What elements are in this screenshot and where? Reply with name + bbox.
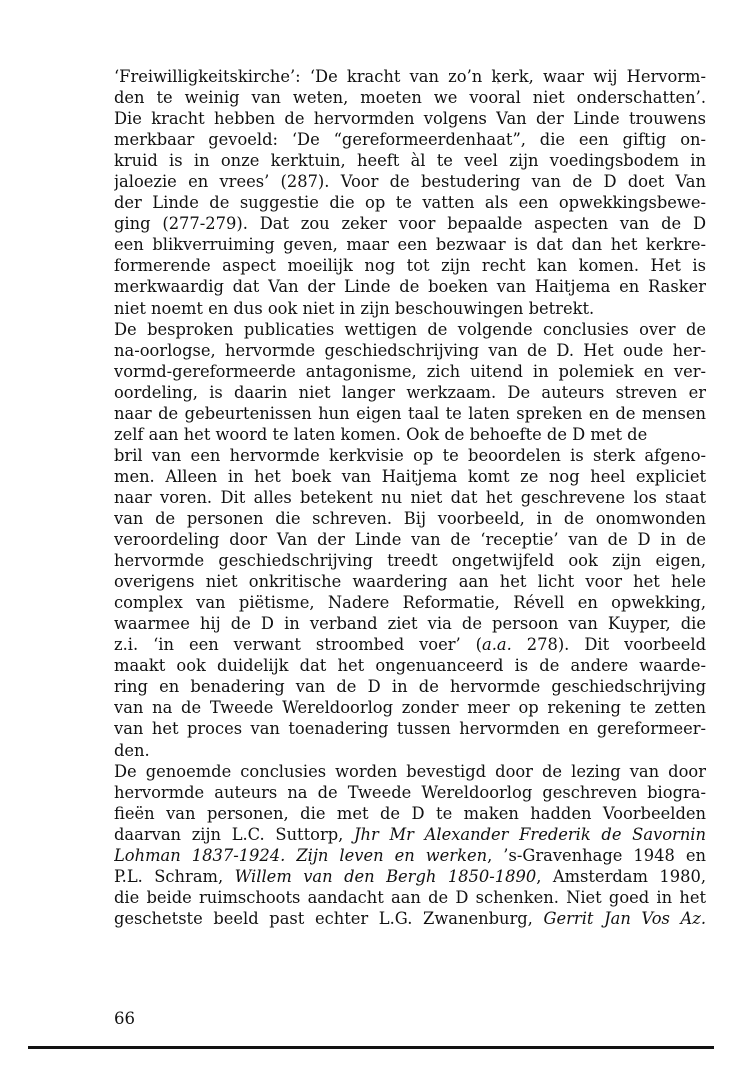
text-line xyxy=(114,613,706,634)
text-segment: ring en benadering van de D in de hervormde geschiedschrijving xyxy=(114,677,706,697)
text-line xyxy=(114,697,706,718)
text-segment: hervormde auteurs na de Tweede Wereldoorlog geschreven biogra- xyxy=(114,782,706,802)
text-segment: P.L. Schram, xyxy=(114,866,235,886)
text-line xyxy=(114,508,706,529)
text-segment: Die kracht hebben de hervormden volgens Van der Linde trouwens xyxy=(114,109,706,129)
text-segment: overigens niet onkritische waardering aan het licht voor het hele xyxy=(114,572,706,592)
body-text xyxy=(114,66,706,929)
text-segment: naar de gebeurtenissen hun eigen taal te laten spreken en de mensen xyxy=(114,403,706,423)
text-segment: kruid is in onze kerktuin, heeft àl te veel zijn voedingsbodem in xyxy=(114,151,706,171)
text-line xyxy=(114,319,706,340)
text-line xyxy=(114,887,706,908)
text-line xyxy=(114,424,706,445)
text-segment: waarmee hij de D in verband ziet via de persoon van Kuyper, die xyxy=(114,614,706,634)
text-line xyxy=(114,571,706,592)
italic-segment: Lohman 1837-1924. Zijn leven en werken xyxy=(114,845,488,865)
text-line xyxy=(114,129,706,150)
text-segment: , Amsterdam 1980, xyxy=(536,866,706,886)
text-segment: jaloezie en vrees’ (287). Voor de bestudering van de D doet Van xyxy=(114,172,706,192)
text-line xyxy=(114,550,706,571)
text-segment: ging (277-279). Dat zou zeker voor bepaalde aspecten van de D xyxy=(114,214,706,234)
text-line xyxy=(114,634,706,655)
text-segment: , ’s-Gravenhage 1948 en xyxy=(487,845,706,865)
text-line xyxy=(114,445,706,466)
italic-segment: Willem van den Bergh 1850-1890 xyxy=(234,866,537,886)
text-segment: De genoemde conclusies worden bevestigd door de lezing van door xyxy=(114,761,706,781)
text-segment: maakt ook duidelijk dat het ongenuanceerd is de andere waarde- xyxy=(114,656,706,676)
italic-segment: Gerrit Jan Vos Az. xyxy=(543,908,706,928)
text-segment: zelf aan het woord te laten komen. Ook de behoefte de D met de xyxy=(114,424,648,444)
text-line xyxy=(114,592,706,613)
text-line xyxy=(114,908,706,929)
text-segment: bril van een hervormde kerkvisie op te beoordelen is sterk afgeno- xyxy=(114,445,706,465)
text-line xyxy=(114,845,706,866)
text-line xyxy=(114,87,706,108)
text-segment: na-oorlogse, hervormde geschiedschrijving van de D. Het oude her- xyxy=(114,340,706,360)
text-segment: 278). Dit voorbeeld xyxy=(511,635,706,655)
text-segment: een blikverruiming geven, maar een bezwaar is dat dan het kerkre- xyxy=(114,235,706,255)
text-line xyxy=(114,382,706,403)
text-segment: der Linde de suggestie die op te vatten als een opwekkingsbewe- xyxy=(114,193,706,213)
text-segment: men. Alleen in het boek van Haitjema komt ze nog heel expliciet xyxy=(114,466,706,486)
text-segment: geschetste beeld past echter L.G. Zwanenburg, xyxy=(114,908,544,928)
text-segment: niet noemt en dus ook niet in zijn beschouwingen betrekt. xyxy=(114,298,595,318)
text-line xyxy=(114,171,706,192)
text-line xyxy=(114,192,706,213)
text-line xyxy=(114,234,706,255)
text-line xyxy=(114,298,706,319)
text-segment: De besproken publicaties wettigen de volgende conclusies over de xyxy=(114,319,706,339)
text-line xyxy=(114,340,706,361)
bottom-rule xyxy=(28,1046,714,1049)
text-line xyxy=(114,782,706,803)
text-segment: ‘Freiwilligkeitskirche’: ‘De kracht van zo’n kerk, waar wij Hervorm- xyxy=(114,67,706,86)
text-segment: complex van piëtisme, Nadere Reformatie, Révell en opwekking, xyxy=(114,593,706,613)
text-segment: veroordeling door Van der Linde van de ‘receptie’ van de D in de xyxy=(114,530,706,550)
text-segment: hervormde geschiedschrijving treedt ongetwijfeld ook zijn eigen, xyxy=(114,551,706,571)
text-line xyxy=(114,824,706,845)
text-line xyxy=(114,466,706,487)
text-segment: van de personen die schreven. Bij voorbeeld, in de onomwonden xyxy=(114,508,706,528)
text-line xyxy=(114,718,706,739)
text-line xyxy=(114,276,706,297)
text-segment: z.i. ‘in een verwant stroombed voer’ ( xyxy=(114,635,483,655)
text-line xyxy=(114,803,706,824)
text-line xyxy=(114,150,706,171)
text-line xyxy=(114,403,706,424)
italic-segment: a.a. xyxy=(482,635,512,655)
text-line xyxy=(114,655,706,676)
text-segment: merkwaardig dat Van der Linde de boeken van Haitjema en Rasker xyxy=(114,277,706,297)
text-line xyxy=(114,740,706,761)
text-segment: oordeling, is daarin niet langer werkzaam. De auteurs streven er xyxy=(114,382,706,402)
text-line xyxy=(114,108,706,129)
text-line xyxy=(114,487,706,508)
text-segment: van het proces van toenadering tussen hervormden en gereformeer- xyxy=(114,719,706,739)
italic-segment: Jhr Mr Alexander Frederik de Savornin xyxy=(354,824,706,844)
text-segment: die beide ruimschoots aandacht aan de D schenken. Niet goed in het xyxy=(114,887,706,907)
text-segment: fieën van personen, die met de D te maken hadden Voorbeelden xyxy=(114,803,706,823)
text-line xyxy=(114,255,706,276)
text-line xyxy=(114,866,706,887)
page-number: 66 xyxy=(114,1009,135,1028)
text-segment: van na de Tweede Wereldoorlog zonder meer op rekening te zetten xyxy=(114,698,706,718)
text-line xyxy=(114,761,706,782)
text-segment: naar voren. Dit alles betekent nu niet dat het geschrevene los staat xyxy=(114,487,706,507)
text-line xyxy=(114,529,706,550)
text-line xyxy=(114,676,706,697)
text-line xyxy=(114,213,706,234)
text-line xyxy=(114,66,706,87)
text-segment: merkbaar gevoeld: ‘De “gereformeerdenhaat”, die een giftig on- xyxy=(114,130,706,150)
text-segment: den. xyxy=(114,740,150,760)
text-segment: den te weinig van weten, moeten we vooral niet onderschatten’. xyxy=(114,88,706,108)
text-segment: vormd-gereformeerde antagonisme, zich uitend in polemiek en ver- xyxy=(114,361,706,381)
text-segment: daarvan zijn L.C. Suttorp, xyxy=(114,824,355,844)
text-line xyxy=(114,361,706,382)
text-segment: formerende aspect moeilijk nog tot zijn recht kan komen. Het is xyxy=(114,256,706,276)
